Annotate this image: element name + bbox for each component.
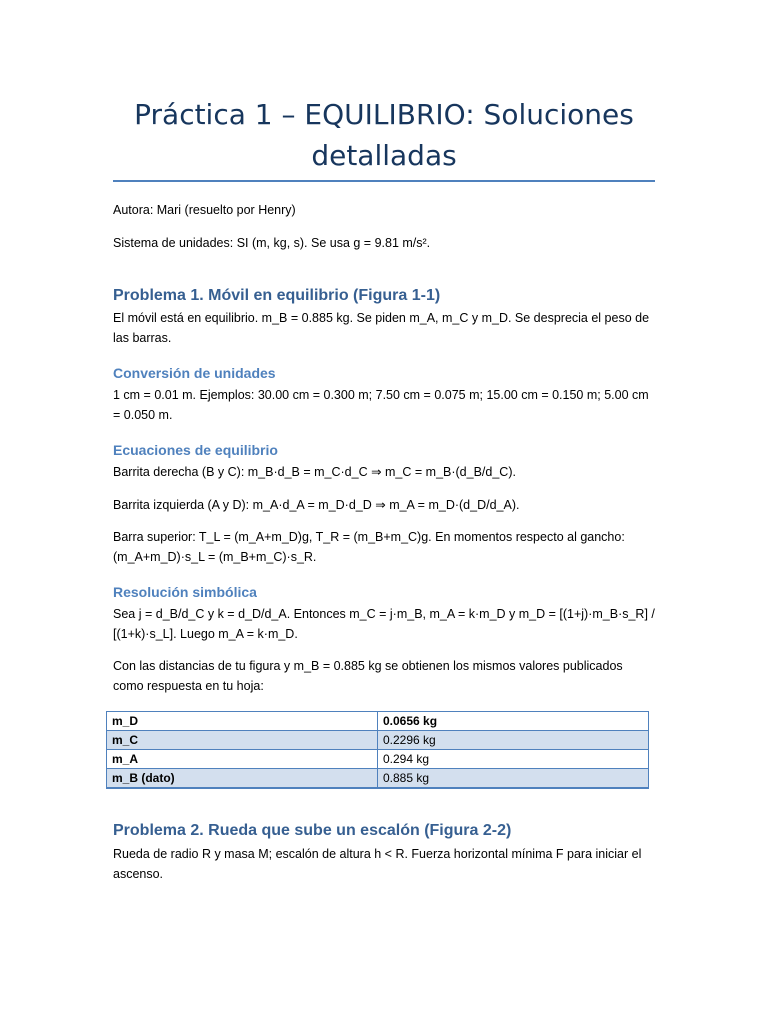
symbolic-line-2-block	[113, 656, 655, 696]
conversion-heading: Conversión de unidades	[113, 365, 276, 381]
document-title: Práctica 1 – EQUILIBRIO: Soluciones detalladas	[134, 98, 634, 172]
problem2-heading-block	[113, 820, 655, 842]
symbolic-line-1-block	[113, 604, 655, 644]
problem2-heading: Problema 2. Rueda que sube un escalón (Figura 2-2)	[113, 822, 512, 839]
equations-heading-block	[113, 440, 655, 460]
symbolic-heading: Resolución simbólica	[113, 584, 257, 600]
title-divider	[113, 180, 655, 182]
result-value: 0.2296 kg	[378, 731, 649, 750]
problem1-intro: El móvil está en equilibrio. m_B = 0.885 kg. Se piden m_A, m_C y m_D. Se desprecia el peso de las barras.	[113, 311, 650, 345]
result-label: m_B (dato)	[107, 769, 378, 789]
conversion-text: 1 cm = 0.01 m. Ejemplos: 30.00 cm = 0.300 m; 7.50 cm = 0.075 m; 15.00 cm = 0.150 m; 5.00 cm = 0.050 m.	[113, 388, 649, 422]
units-paragraph	[113, 233, 655, 253]
equation-line-2: Barrita izquierda (A y D): m_A·d_A = m_D·d_D ⇒ m_A = m_D·(d_D/d_A).	[113, 498, 520, 512]
symbolic-heading-block	[113, 582, 655, 602]
units-line: Sistema de unidades: SI (m, kg, s). Se usa g = 9.81 m/s².	[113, 236, 431, 250]
table-row	[107, 731, 649, 750]
result-label: m_D	[107, 712, 378, 731]
result-label: m_A	[107, 750, 378, 769]
problem1-heading-block	[113, 285, 655, 307]
equations-heading: Ecuaciones de equilibrio	[113, 442, 278, 458]
table-row	[107, 712, 649, 731]
equation-line-1: Barrita derecha (B y C): m_B·d_B = m_C·d_C ⇒ m_C = m_B·(d_B/d_C).	[113, 465, 516, 479]
equation-line-2-block	[113, 495, 655, 515]
result-value: 0.294 kg	[378, 750, 649, 769]
symbolic-line-2: Con las distancias de tu figura y m_B = 0.885 kg se obtienen los mismos valores publicados como respuesta en tu hoja:	[113, 659, 623, 693]
result-label: m_C	[107, 731, 378, 750]
result-value: 0.0656 kg	[378, 712, 649, 731]
table-row	[107, 750, 649, 769]
problem1-heading: Problema 1. Móvil en equilibrio (Figura 1-1)	[113, 287, 441, 304]
author-paragraph	[113, 200, 655, 220]
table-row	[107, 769, 649, 789]
problem2-intro-block	[113, 844, 655, 884]
symbolic-line-1: Sea j = d_B/d_C y k = d_D/d_A. Entonces m_C = j·m_B, m_A = k·m_D y m_D = [(1+j)·m_B·s_R] / [(1+k)·s_L]. Luego m_A = k·m_D.	[113, 607, 655, 641]
results-table	[106, 711, 649, 789]
equation-line-3-block	[113, 527, 655, 567]
problem2-intro: Rueda de radio R y masa M; escalón de altura h < R. Fuerza horizontal mínima F para iniciar el ascenso.	[113, 847, 642, 881]
equation-line-1-block	[113, 462, 655, 482]
result-value: 0.885 kg	[378, 769, 649, 789]
author-line: Autora: Mari (resuelto por Henry)	[113, 203, 296, 217]
equation-line-3: Barra superior: T_L = (m_A+m_D)g, T_R = (m_B+m_C)g. En momentos respecto al gancho: (m_A+m_D)·s_L = (m_B+m_C)·s_R.	[113, 530, 625, 564]
conversion-text-block	[113, 385, 655, 425]
problem1-intro-block	[113, 308, 655, 348]
conversion-heading-block	[113, 363, 655, 383]
